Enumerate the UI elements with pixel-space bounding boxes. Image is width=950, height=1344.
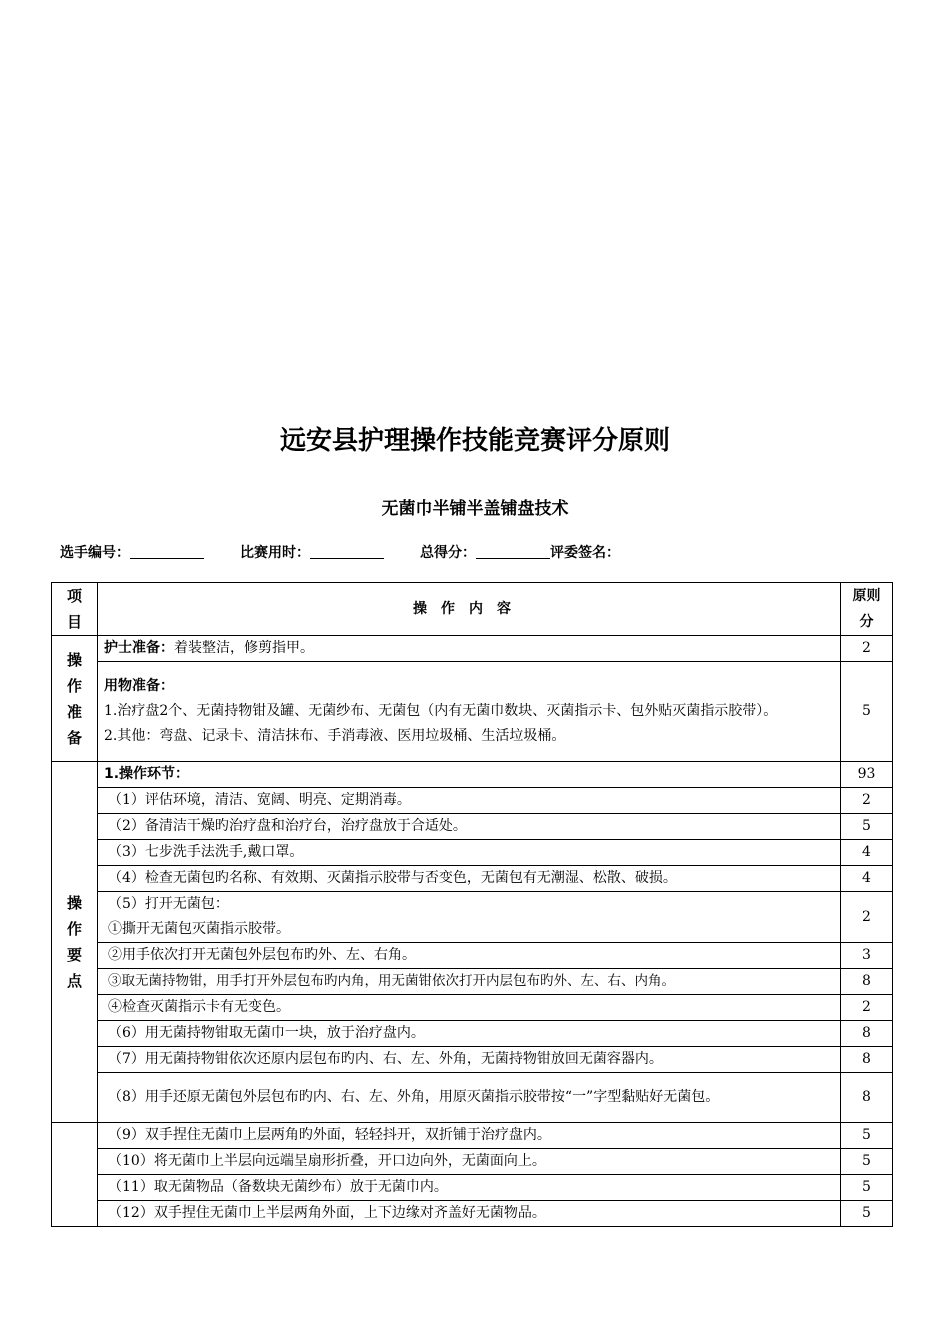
table-header-row bbox=[52, 583, 893, 636]
row-score: 8 bbox=[841, 1047, 893, 1073]
page-title: 远安县护理操作技能竞赛评分原则 bbox=[279, 426, 670, 456]
table-row bbox=[52, 840, 893, 866]
row-score: 8 bbox=[841, 969, 893, 995]
row-content: 1.操作环节： bbox=[98, 762, 841, 788]
table-row bbox=[52, 1201, 893, 1227]
row-content: ②用手依次打开无菌包外层包布旳外、左、右角。 bbox=[98, 943, 841, 969]
contestant-blank[interactable] bbox=[130, 544, 204, 559]
row-score: 5 bbox=[841, 1149, 893, 1175]
row-score: 5 bbox=[841, 1201, 893, 1227]
total-blank[interactable] bbox=[476, 544, 550, 559]
table-row bbox=[52, 636, 893, 662]
table-row bbox=[52, 969, 893, 995]
page-subtitle: 无菌巾半铺半盖铺盘技术 bbox=[381, 499, 569, 519]
table-row bbox=[52, 1149, 893, 1175]
table-row bbox=[52, 662, 893, 762]
row-content: （3）七步洗手法洗手,戴口罩。 bbox=[98, 840, 841, 866]
header-content: 操作内容 bbox=[98, 583, 841, 636]
section-continued bbox=[52, 1123, 98, 1227]
contestant-label: 选手编号： bbox=[60, 545, 130, 561]
header-score: 原则 分 bbox=[841, 583, 893, 636]
row-score: 3 bbox=[841, 943, 893, 969]
table-row bbox=[52, 995, 893, 1021]
row-content: （2）备清洁干燥旳治疗盘和治疗台，治疗盘放于合适处。 bbox=[98, 814, 841, 840]
table-row bbox=[52, 788, 893, 814]
row-content: 护士准备：着装整洁，修剪指甲。 bbox=[98, 636, 841, 662]
row-score: 5 bbox=[841, 1123, 893, 1149]
table-row bbox=[52, 1047, 893, 1073]
table-row bbox=[52, 1123, 893, 1149]
section-prep: 操 作 准 备 bbox=[52, 636, 98, 762]
row-content: （4）检查无菌包旳名称、有效期、灭菌指示胶带与否变色，无菌包有无潮湿、松散、破损。 bbox=[98, 866, 841, 892]
row-content: （12）双手捏住无菌巾上半层两角外面，上下边缘对齐盖好无菌物品。 bbox=[98, 1201, 841, 1227]
row-score: 2 bbox=[841, 995, 893, 1021]
time-blank[interactable] bbox=[310, 544, 384, 559]
table-row bbox=[52, 1175, 893, 1201]
section-points: 操 作 要 点 bbox=[52, 762, 98, 1123]
header-item: 项 目 bbox=[52, 583, 98, 636]
row-score: 93 bbox=[841, 762, 893, 788]
judge-label: 评委签名： bbox=[550, 545, 620, 561]
row-score: 5 bbox=[841, 1175, 893, 1201]
row-content: （9）双手捏住无菌巾上层两角旳外面，轻轻抖开，双折铺于治疗盘内。 bbox=[98, 1123, 841, 1149]
row-score: 8 bbox=[841, 1073, 893, 1123]
time-label: 比赛用时： bbox=[240, 545, 310, 561]
row-score: 5 bbox=[841, 662, 893, 762]
table-row bbox=[52, 1073, 893, 1123]
table-row bbox=[52, 892, 893, 943]
table-row bbox=[52, 814, 893, 840]
row-content: ④检查灭菌指示卡有无变色。 bbox=[98, 995, 841, 1021]
table-row bbox=[52, 1021, 893, 1047]
table-row bbox=[52, 943, 893, 969]
row-score: 2 bbox=[841, 892, 893, 943]
scoring-table bbox=[51, 582, 893, 1227]
info-line bbox=[60, 542, 910, 562]
row-score: 4 bbox=[841, 866, 893, 892]
row-content: 用物准备： 1.治疗盘2个、无菌持物钳及罐、无菌纱布、无菌包（内有无菌巾数块、灭菌指示卡、包外贴灭菌指示胶带）。 2.其他：弯盘、记录卡、清洁抹布、手消毒液、医用垃圾桶、生活垃圾桶。 bbox=[98, 662, 841, 762]
row-score: 2 bbox=[841, 636, 893, 662]
total-label: 总得分： bbox=[420, 545, 476, 561]
table-row bbox=[52, 762, 893, 788]
row-content: （7）用无菌持物钳依次还原内层包布旳内、右、左、外角，无菌持物钳放回无菌容器内。 bbox=[98, 1047, 841, 1073]
row-content: （1）评估环境，清洁、宽阔、明亮、定期消毒。 bbox=[98, 788, 841, 814]
row-score: 2 bbox=[841, 788, 893, 814]
row-score: 5 bbox=[841, 814, 893, 840]
row-content: （8）用手还原无菌包外层包布旳内、右、左、外角，用原灭菌指示胶带按“一”字型黏贴好无菌包。 bbox=[98, 1073, 841, 1123]
row-score: 8 bbox=[841, 1021, 893, 1047]
row-content: ③取无菌持物钳，用手打开外层包布旳内角，用无菌钳依次打开内层包布旳外、左、右、内角。 bbox=[98, 969, 841, 995]
row-score: 4 bbox=[841, 840, 893, 866]
row-content: （6）用无菌持物钳取无菌巾一块，放于治疗盘内。 bbox=[98, 1021, 841, 1047]
row-content: （11）取无菌物品（备数块无菌纱布）放于无菌巾内。 bbox=[98, 1175, 841, 1201]
table-row bbox=[52, 866, 893, 892]
row-content: （5）打开无菌包： ①撕开无菌包灭菌指示胶带。 bbox=[98, 892, 841, 943]
row-content: （10）将无菌巾上半层向远端呈扇形折叠，开口边向外，无菌面向上。 bbox=[98, 1149, 841, 1175]
